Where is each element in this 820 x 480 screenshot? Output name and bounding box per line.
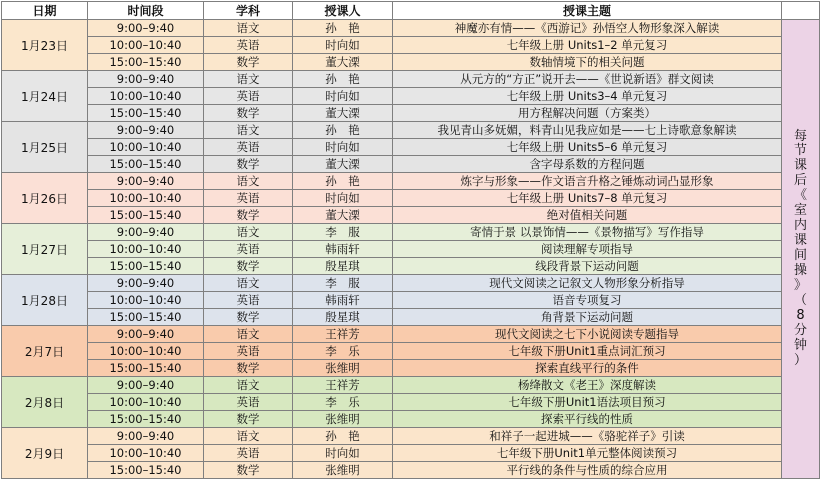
table-row (2, 207, 820, 224)
teacher-cell: 时向如 (293, 190, 393, 207)
date-cell: 1月28日 (2, 275, 88, 326)
teacher-cell: 李 服 (293, 275, 393, 292)
teacher-cell: 董大溧 (293, 105, 393, 122)
topic-cell: 探索直线平行的条件 (393, 360, 782, 377)
date-cell: 1月24日 (2, 71, 88, 122)
teacher-cell: 孙 艳 (293, 20, 393, 37)
table-row (2, 190, 820, 207)
subject-cell: 语文 (204, 224, 293, 241)
recess-note-char: （ (793, 292, 807, 308)
time-cell: 10:00–10:40 (88, 88, 204, 105)
topic-cell: 用方程解决问题（方案类） (393, 105, 782, 122)
time-cell: 10:00–10:40 (88, 343, 204, 360)
subject-cell: 数学 (204, 258, 293, 275)
subject-cell: 英语 (204, 292, 293, 309)
subject-cell: 数学 (204, 54, 293, 71)
date-cell: 1月27日 (2, 224, 88, 275)
topic-cell: 角背景下运动问题 (393, 309, 782, 326)
table-row (2, 88, 820, 105)
topic-cell: 语音专项复习 (393, 292, 782, 309)
date-cell: 1月25日 (2, 122, 88, 173)
recess-note-char: 节 (793, 143, 807, 159)
time-cell: 9:00–9:40 (88, 377, 204, 394)
teacher-cell: 孙 艳 (293, 71, 393, 88)
date-cell: 1月26日 (2, 173, 88, 224)
header-time: 时间段 (88, 2, 204, 20)
table-row (2, 394, 820, 411)
table-row (2, 258, 820, 275)
subject-cell: 语文 (204, 20, 293, 37)
table-row (2, 122, 820, 139)
time-cell: 10:00–10:40 (88, 37, 204, 54)
subject-cell: 英语 (204, 241, 293, 258)
time-cell: 15:00–15:40 (88, 411, 204, 428)
time-cell: 9:00–9:40 (88, 275, 204, 292)
subject-cell: 英语 (204, 394, 293, 411)
teacher-cell: 李 乐 (293, 394, 393, 411)
teacher-cell: 董大溧 (293, 54, 393, 71)
topic-cell: 七年级下册Unit1语法项目预习 (393, 394, 782, 411)
recess-note (782, 20, 820, 479)
table-row (2, 428, 820, 445)
table-row (2, 54, 820, 71)
topic-cell: 神魔亦有情——《西游记》孙悟空人物形象深入解读 (393, 20, 782, 37)
subject-cell: 语文 (204, 428, 293, 445)
recess-note-char: 每 (793, 128, 807, 144)
time-cell: 10:00–10:40 (88, 394, 204, 411)
topic-cell: 杨绛散文《老王》深度解读 (393, 377, 782, 394)
teacher-cell: 李 服 (293, 224, 393, 241)
teacher-cell: 韩雨轩 (293, 292, 393, 309)
table-row (2, 173, 820, 190)
table-row (2, 224, 820, 241)
table-row (2, 445, 820, 462)
table-row (2, 241, 820, 258)
subject-cell: 语文 (204, 122, 293, 139)
table-row (2, 462, 820, 479)
topic-cell: 线段背景下运动问题 (393, 258, 782, 275)
time-cell: 15:00–15:40 (88, 462, 204, 479)
subject-cell: 数学 (204, 462, 293, 479)
subject-cell: 语文 (204, 275, 293, 292)
teacher-cell: 董大溧 (293, 207, 393, 224)
topic-cell: 寄情于景 以景饰情——《景物描写》写作指导 (393, 224, 782, 241)
topic-cell: 七年级上册 Units1–2 单元复习 (393, 37, 782, 54)
time-cell: 10:00–10:40 (88, 139, 204, 156)
topic-cell: 从元方的“方正”说开去——《世说新语》群文阅读 (393, 71, 782, 88)
recess-note-char: 8 (796, 307, 805, 323)
teacher-cell: 时向如 (293, 37, 393, 54)
time-cell: 15:00–15:40 (88, 156, 204, 173)
subject-cell: 语文 (204, 326, 293, 343)
header-teacher: 授课人 (293, 2, 393, 20)
subject-cell: 英语 (204, 88, 293, 105)
table-row (2, 360, 820, 377)
subject-cell: 数学 (204, 309, 293, 326)
schedule-table (1, 1, 820, 479)
header-row (2, 2, 820, 20)
table-row (2, 326, 820, 343)
teacher-cell: 张维明 (293, 411, 393, 428)
topic-cell: 炼字与形象——作文语言升格之锤炼动词凸显形象 (393, 173, 782, 190)
table-row (2, 105, 820, 122)
topic-cell: 探索平行线的性质 (393, 411, 782, 428)
teacher-cell: 李 乐 (293, 343, 393, 360)
table-row (2, 20, 820, 37)
recess-note-char: 间 (793, 248, 807, 263)
topic-cell: 含字母系数的方程问题 (393, 156, 782, 173)
topic-cell: 七年级上册 Units5–6 单元复习 (393, 139, 782, 156)
time-cell: 10:00–10:40 (88, 445, 204, 462)
table-row (2, 156, 820, 173)
topic-cell: 七年级上册 Units7–8 单元复习 (393, 190, 782, 207)
subject-cell: 数学 (204, 105, 293, 122)
recess-note-char: 钟 (793, 337, 807, 353)
date-cell: 1月23日 (2, 20, 88, 71)
table-row (2, 292, 820, 309)
time-cell: 9:00–9:40 (88, 326, 204, 343)
teacher-cell: 殷星琪 (293, 309, 393, 326)
subject-cell: 数学 (204, 207, 293, 224)
header-date: 日期 (2, 2, 88, 20)
teacher-cell: 孙 艳 (293, 173, 393, 190)
time-cell: 9:00–9:40 (88, 20, 204, 37)
time-cell: 9:00–9:40 (88, 122, 204, 139)
recess-note-char: 课 (793, 233, 807, 249)
topic-cell: 阅读理解专项指导 (393, 241, 782, 258)
time-cell: 9:00–9:40 (88, 173, 204, 190)
subject-cell: 语文 (204, 377, 293, 394)
subject-cell: 英语 (204, 445, 293, 462)
recess-note-char: 室 (793, 203, 807, 219)
table-row (2, 377, 820, 394)
table-row (2, 275, 820, 292)
recess-note-char: 分 (793, 322, 807, 338)
teacher-cell: 时向如 (293, 88, 393, 105)
table-row (2, 139, 820, 156)
recess-note-char: 操 (793, 262, 807, 278)
time-cell: 10:00–10:40 (88, 190, 204, 207)
time-cell: 15:00–15:40 (88, 54, 204, 71)
teacher-cell: 孙 艳 (293, 122, 393, 139)
topic-cell: 七年级下册Unit1单元整体阅读预习 (393, 445, 782, 462)
time-cell: 15:00–15:40 (88, 105, 204, 122)
subject-cell: 数学 (204, 360, 293, 377)
table-row (2, 71, 820, 88)
time-cell: 10:00–10:40 (88, 292, 204, 309)
time-cell: 15:00–15:40 (88, 258, 204, 275)
time-cell: 10:00–10:40 (88, 241, 204, 258)
topic-cell: 和祥子一起进城——《骆驼祥子》引读 (393, 428, 782, 445)
table-row (2, 37, 820, 54)
time-cell: 9:00–9:40 (88, 224, 204, 241)
teacher-cell: 董大溧 (293, 156, 393, 173)
topic-cell: 现代文阅读之记叙文人物形象分析指导 (393, 275, 782, 292)
teacher-cell: 张维明 (293, 462, 393, 479)
topic-cell: 数轴情境下的相关问题 (393, 54, 782, 71)
teacher-cell: 时向如 (293, 445, 393, 462)
topic-cell: 我见青山多妩媚，料青山见我应如是——七上诗歌意象解读 (393, 122, 782, 139)
time-cell: 15:00–15:40 (88, 309, 204, 326)
subject-cell: 英语 (204, 139, 293, 156)
topic-cell: 七年级上册 Units3–4 单元复习 (393, 88, 782, 105)
subject-cell: 英语 (204, 190, 293, 207)
subject-cell: 语文 (204, 173, 293, 190)
date-cell: 2月7日 (2, 326, 88, 377)
time-cell: 15:00–15:40 (88, 360, 204, 377)
teacher-cell: 殷星琪 (293, 258, 393, 275)
time-cell: 15:00–15:40 (88, 207, 204, 224)
recess-note-char: 《 (793, 188, 807, 204)
teacher-cell: 张维明 (293, 360, 393, 377)
topic-cell: 绝对值相关问题 (393, 207, 782, 224)
subject-cell: 英语 (204, 343, 293, 360)
topic-cell: 七年级下册Unit1重点词汇预习 (393, 343, 782, 360)
subject-cell: 数学 (204, 411, 293, 428)
recess-note-char: 后 (793, 173, 807, 189)
table-row (2, 309, 820, 326)
subject-cell: 英语 (204, 37, 293, 54)
topic-cell: 现代文阅读之七下小说阅读专题指导 (393, 326, 782, 343)
header-subject: 学科 (204, 2, 293, 20)
date-cell: 2月8日 (2, 377, 88, 428)
header-side (782, 2, 820, 20)
teacher-cell: 王祥芳 (293, 377, 393, 394)
recess-note-char: 》 (793, 277, 807, 293)
recess-note-char: ） (793, 352, 807, 368)
time-cell: 9:00–9:40 (88, 71, 204, 88)
recess-note-char: 内 (793, 218, 807, 234)
recess-note-char: 课 (793, 158, 807, 174)
table-row (2, 343, 820, 360)
subject-cell: 语文 (204, 71, 293, 88)
teacher-cell: 孙 艳 (293, 428, 393, 445)
schedule-body (2, 20, 820, 479)
time-cell: 9:00–9:40 (88, 428, 204, 445)
teacher-cell: 韩雨轩 (293, 241, 393, 258)
teacher-cell: 王祥芳 (293, 326, 393, 343)
header-topic: 授课主题 (393, 2, 782, 20)
topic-cell: 平行线的条件与性质的综合应用 (393, 462, 782, 479)
teacher-cell: 时向如 (293, 139, 393, 156)
table-row (2, 411, 820, 428)
date-cell: 2月9日 (2, 428, 88, 479)
subject-cell: 数学 (204, 156, 293, 173)
